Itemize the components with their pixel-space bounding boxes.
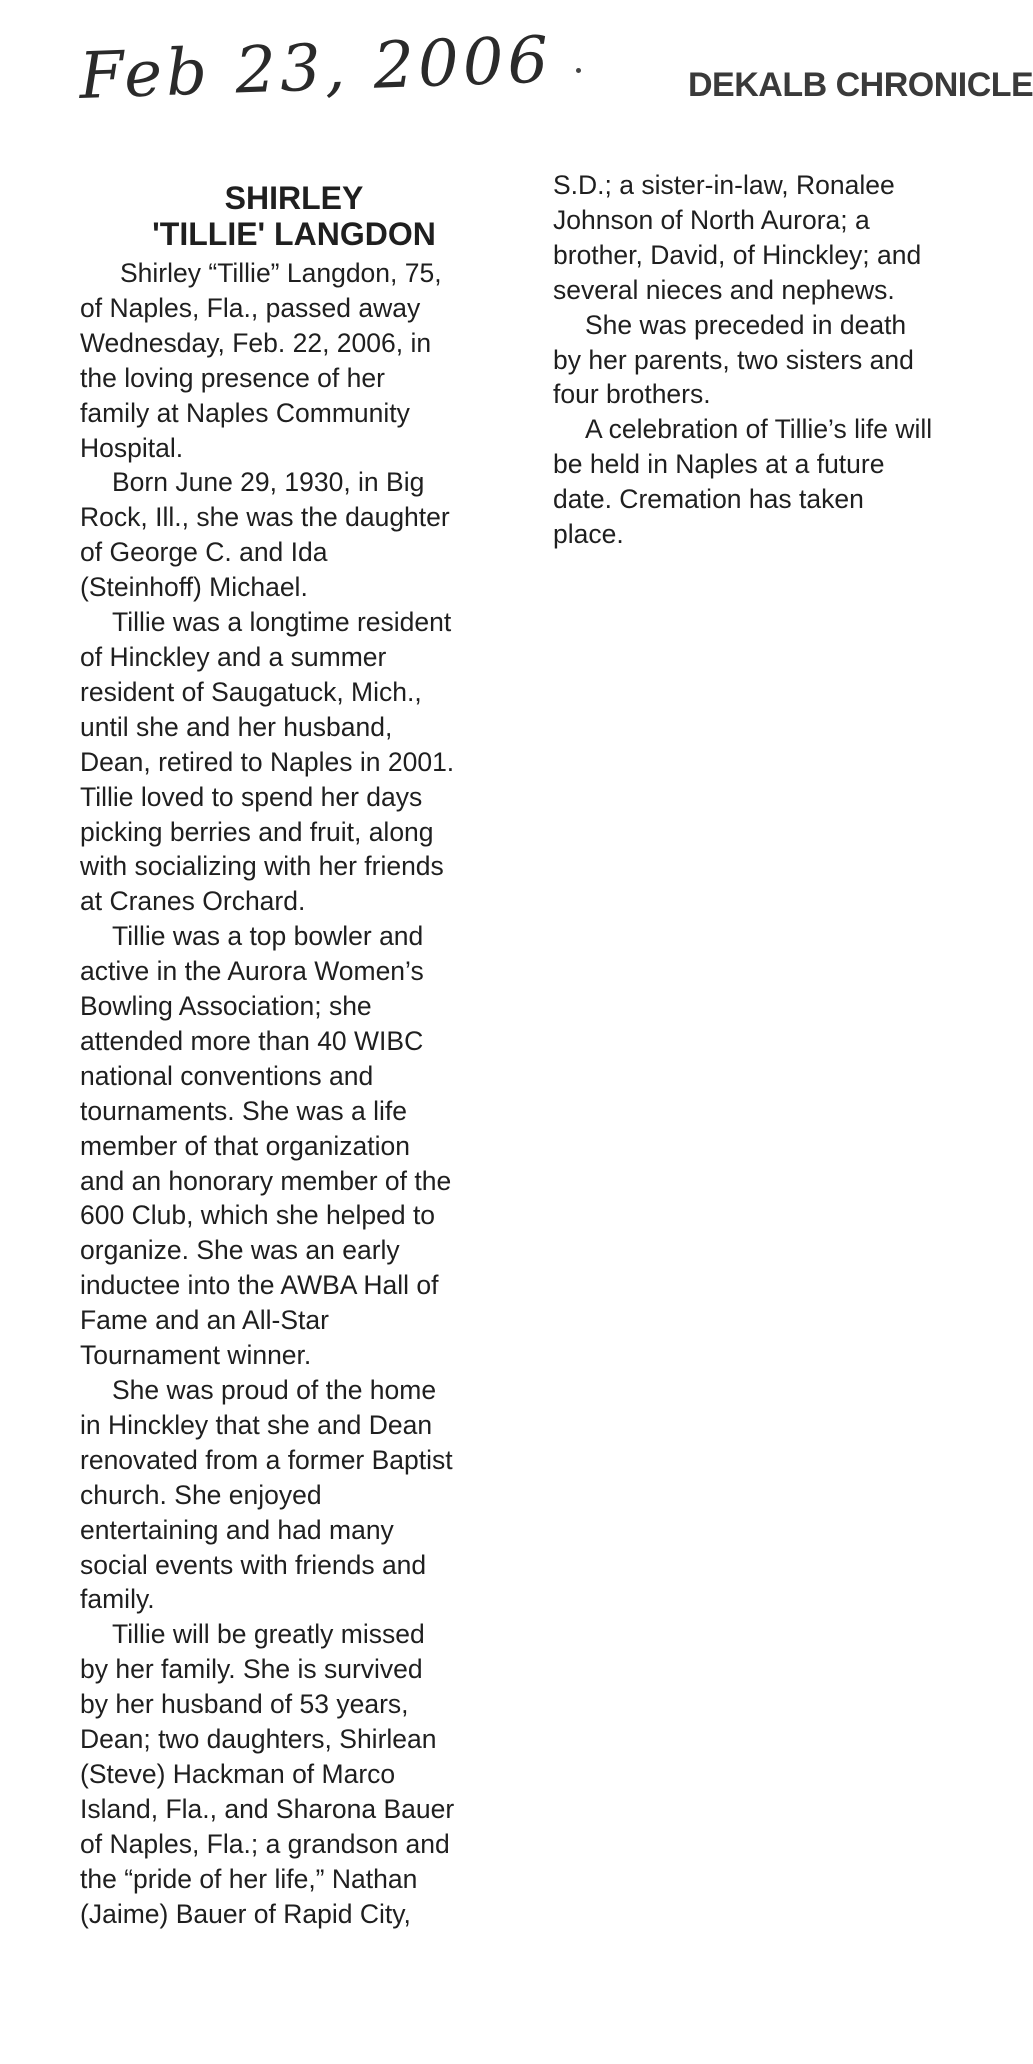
handwritten-date: Feb 23, 2006: [78, 23, 554, 114]
publication-masthead: DEKALB CHRONICLE: [688, 66, 1033, 104]
obituary-column-right: [553, 168, 939, 552]
paragraph-home: She was proud of the home in Hinckley that she and Dean renovated from a former Baptist church. She enjoyed entertaining and had many social events with friends and family.: [80, 1375, 453, 1615]
paragraph-residence: Tillie was a longtime resident of Hinckley and a summer resident of Saugatuck, Mich., until she and her husband, Dean, retired to Naples in 2001. Tillie loved to spend her days picking berries and fruit, along with socializing with her friends at Cranes Orchard.: [80, 607, 455, 917]
paragraph-bowling: Tillie was a top bowler and active in the Aurora Women’s Bowling Association; she attended more than 40 WIBC national conventions and tournaments. She was a life member of that organization and an honorary member of the 600 Club, which she helped to organize. She was an early inductee into the AWBA Hall of Fame and an All-Star Tournament winner.: [80, 921, 452, 1371]
paragraph-survivors-continued: S.D.; a sister-in-law, Ronalee Johnson of North Aurora; a brother, David, of Hinckley; and several nieces and nephews.: [553, 170, 922, 305]
paragraph-birth: Born June 29, 1930, in Big Rock, Ill., she was the daughter of George C. and Ida (Steinhoff) Michael.: [80, 467, 450, 603]
paragraph-survivors: Tillie will be greatly missed by her family. She is survived by her husband of 53 years, Dean; two daughters, Shirlean (Steve) Hackman of Marco Island, Fla., and Sharona Bauer of Naples, Fla.; a grandson and the “pride of her life,” Nathan (Jaime) Bauer of Rapid City,: [80, 1619, 455, 1929]
obituary-column-left: [80, 256, 456, 1932]
paragraph-preceded: She was preceded in death by her parents, two sisters and four brothers.: [553, 309, 914, 410]
headline-name-line: SHIRLEY: [224, 180, 364, 216]
obituary-headline: [118, 180, 470, 252]
headline-nickname-line: 'TILLIE' LANGDON: [152, 216, 436, 252]
paragraph-passing: Shirley “Tillie” Langdon, 75, of Naples, Fla., passed away Wednesday, Feb. 22, 2006, in the loving presence of her family at Naples Community Hospital.: [80, 258, 442, 463]
paragraph-celebration: A celebration of Tillie’s life will be held in Naples at a future date. Cremation has taken place.: [553, 414, 933, 550]
ink-speck: [576, 68, 581, 73]
